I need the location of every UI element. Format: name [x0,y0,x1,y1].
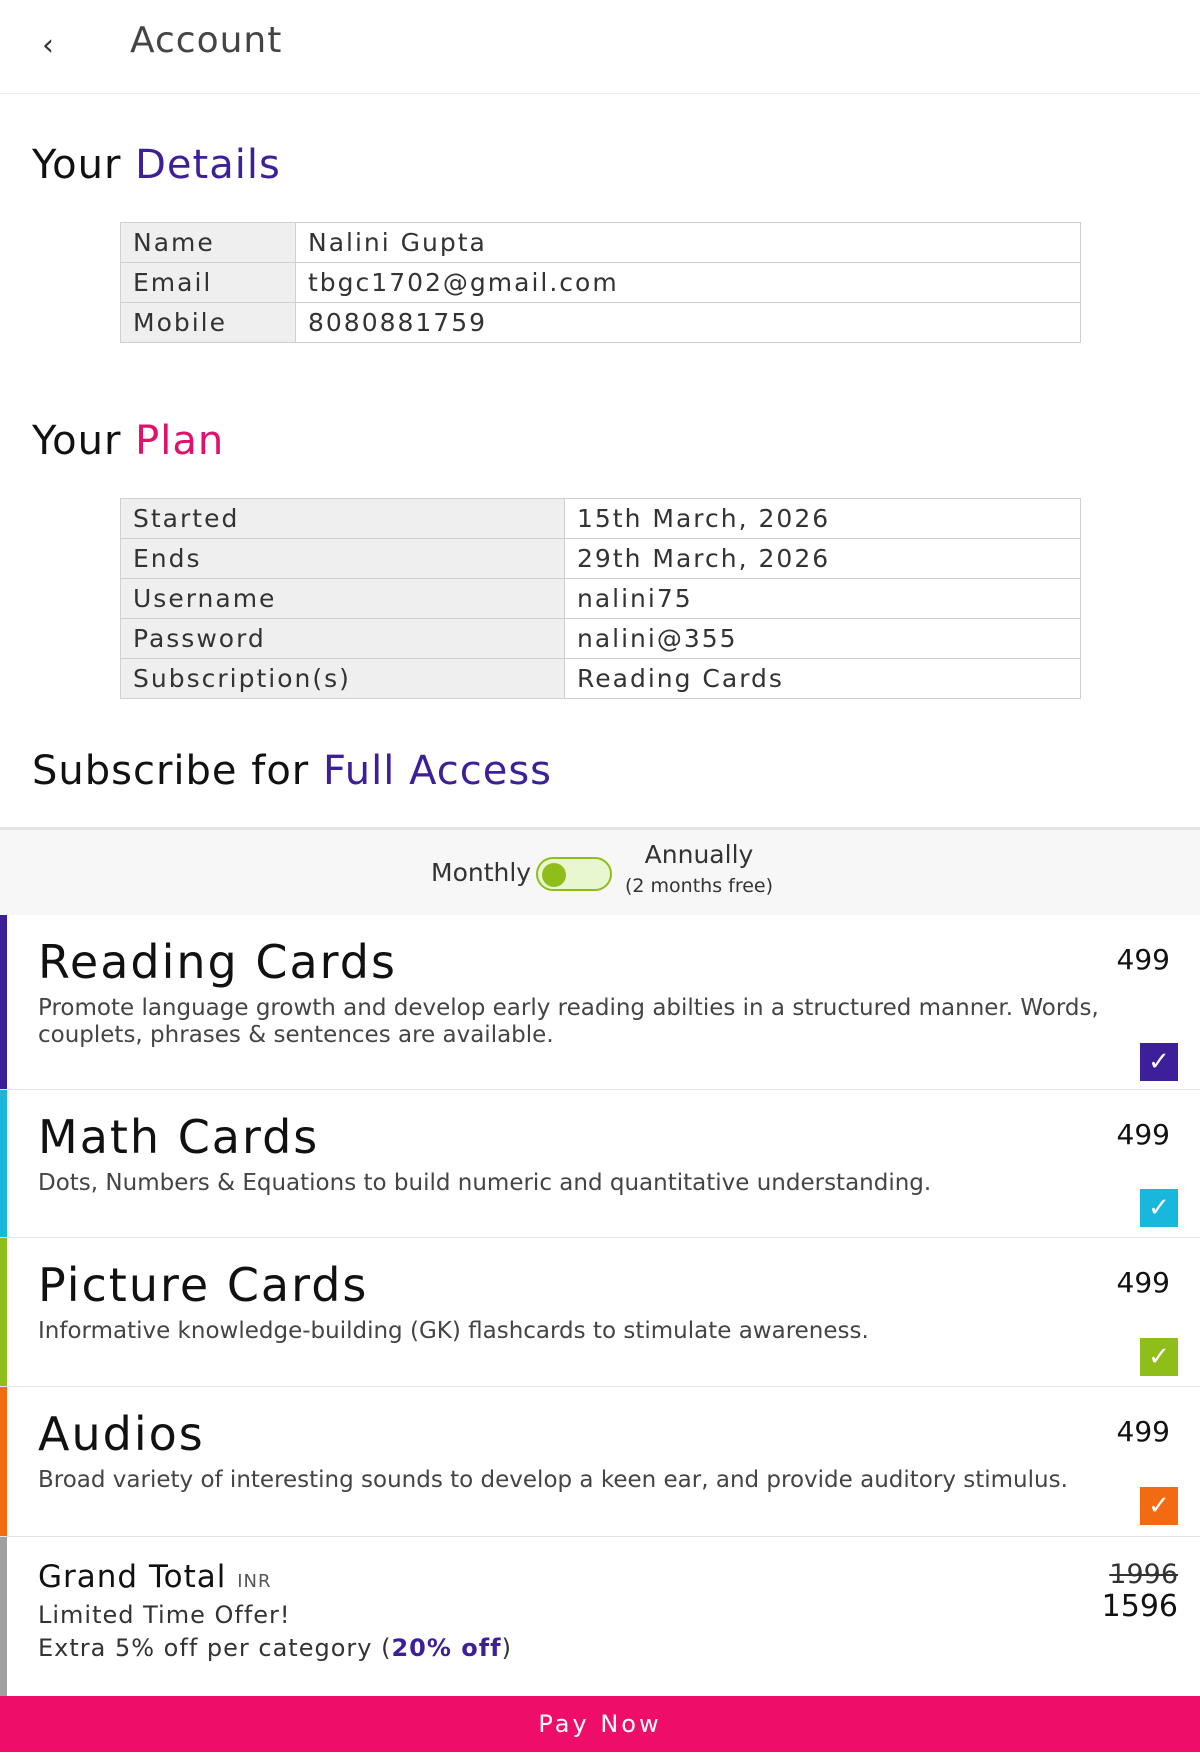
grand-total-label: Grand Total [38,1559,227,1595]
subscribe-heading-prefix: Subscribe for [32,748,323,794]
details-heading [32,142,281,188]
limited-offer-text: Limited Time Offer! [38,1601,291,1629]
details-value-email: tbgc1702@gmail.com [296,263,1081,303]
plan-name: Reading Cards [38,935,397,989]
details-heading-prefix: Your [32,142,136,188]
plan-card-picture [0,1238,1200,1387]
plan-name: Audios [38,1407,205,1461]
plan-description: Promote language growth and develop early reading abilties in a structured manner. Words, couplets, phrases & sentences are available. [38,995,1099,1048]
plan-value-started: 15th March, 2026 [565,499,1081,539]
plan-description: Informative knowledge-building (GK) flashcards to stimulate awareness. [38,1318,869,1344]
plan-value-username: nalini75 [565,579,1081,619]
table-row [121,223,1081,263]
grand-total-title [38,1559,271,1595]
table-row [121,303,1081,343]
details-heading-accent: Details [135,142,281,188]
table-row [121,659,1081,699]
plan-label-username: Username [121,579,565,619]
billing-toggle-bar [0,827,1200,915]
billing-period-toggle[interactable] [536,857,612,891]
plan-card-math [0,1090,1200,1238]
plan-value-ends: 29th March, 2026 [565,539,1081,579]
discount-text-prefix: Extra 5% off per category ( [38,1634,392,1662]
plan-heading-prefix: Your [32,418,136,464]
details-table [120,222,1081,343]
chevron-left-icon[interactable]: ‹ [42,28,54,63]
table-row [121,539,1081,579]
toggle-annual-label[interactable]: Annually [644,840,754,869]
currency-label: INR [237,1571,272,1592]
plan-card-reading [0,915,1200,1090]
discount-percent: 20% off [391,1634,502,1662]
toggle-annual-note: (2 months free) [624,875,774,897]
plan-value-subscriptions: Reading Cards [565,659,1081,699]
table-row [121,499,1081,539]
discount-text-suffix: ) [501,1634,512,1662]
subscribe-heading-accent: Full Access [322,748,552,794]
plan-color-bar [0,1387,7,1536]
grand-total [0,1537,1200,1696]
table-row [121,619,1081,659]
discount-text [38,1634,512,1662]
plan-description: Dots, Numbers & Equations to build numeric and quantitative understanding. [38,1170,932,1196]
details-value-name: Nalini Gupta [296,223,1081,263]
plan-heading-accent: Plan [135,418,225,464]
total-color-bar [0,1537,7,1696]
details-label-mobile: Mobile [121,303,296,343]
plan-label-subscriptions: Subscription(s) [121,659,565,699]
plan-label-password: Password [121,619,565,659]
plan-color-bar [0,915,7,1089]
table-row [121,579,1081,619]
plan-price: 499 [1116,1415,1170,1448]
plan-color-bar [0,1238,7,1386]
top-bar [0,0,1200,94]
original-price: 1996 [1109,1559,1178,1590]
toggle-monthly-label[interactable]: Monthly [431,858,532,887]
plan-name: Math Cards [38,1110,320,1164]
checkbox-checked-icon[interactable]: ✓ [1140,1043,1178,1081]
plan-description: Broad variety of interesting sounds to develop a keen ear, and provide auditory stimulus. [38,1467,1068,1493]
checkbox-checked-icon[interactable]: ✓ [1140,1189,1178,1227]
plan-label-started: Started [121,499,565,539]
details-label-name: Name [121,223,296,263]
plan-price: 499 [1116,943,1170,976]
plan-heading [32,418,224,464]
checkbox-checked-icon[interactable]: ✓ [1140,1338,1178,1376]
plan-price: 499 [1116,1266,1170,1299]
plan-name: Picture Cards [38,1258,369,1312]
pay-now-button[interactable]: Pay Now [0,1696,1200,1752]
discounted-price: 1596 [1101,1589,1178,1624]
plan-price: 499 [1116,1118,1170,1151]
checkbox-checked-icon[interactable]: ✓ [1140,1487,1178,1525]
plan-table [120,498,1081,699]
subscribe-heading [32,748,552,794]
plan-card-audios [0,1387,1200,1537]
plan-value-password: nalini@355 [565,619,1081,659]
table-row [121,263,1081,303]
plan-label-ends: Ends [121,539,565,579]
plan-color-bar [0,1090,7,1237]
toggle-knob [542,863,566,887]
details-label-email: Email [121,263,296,303]
details-value-mobile: 8080881759 [296,303,1081,343]
page-title: Account [130,20,283,61]
